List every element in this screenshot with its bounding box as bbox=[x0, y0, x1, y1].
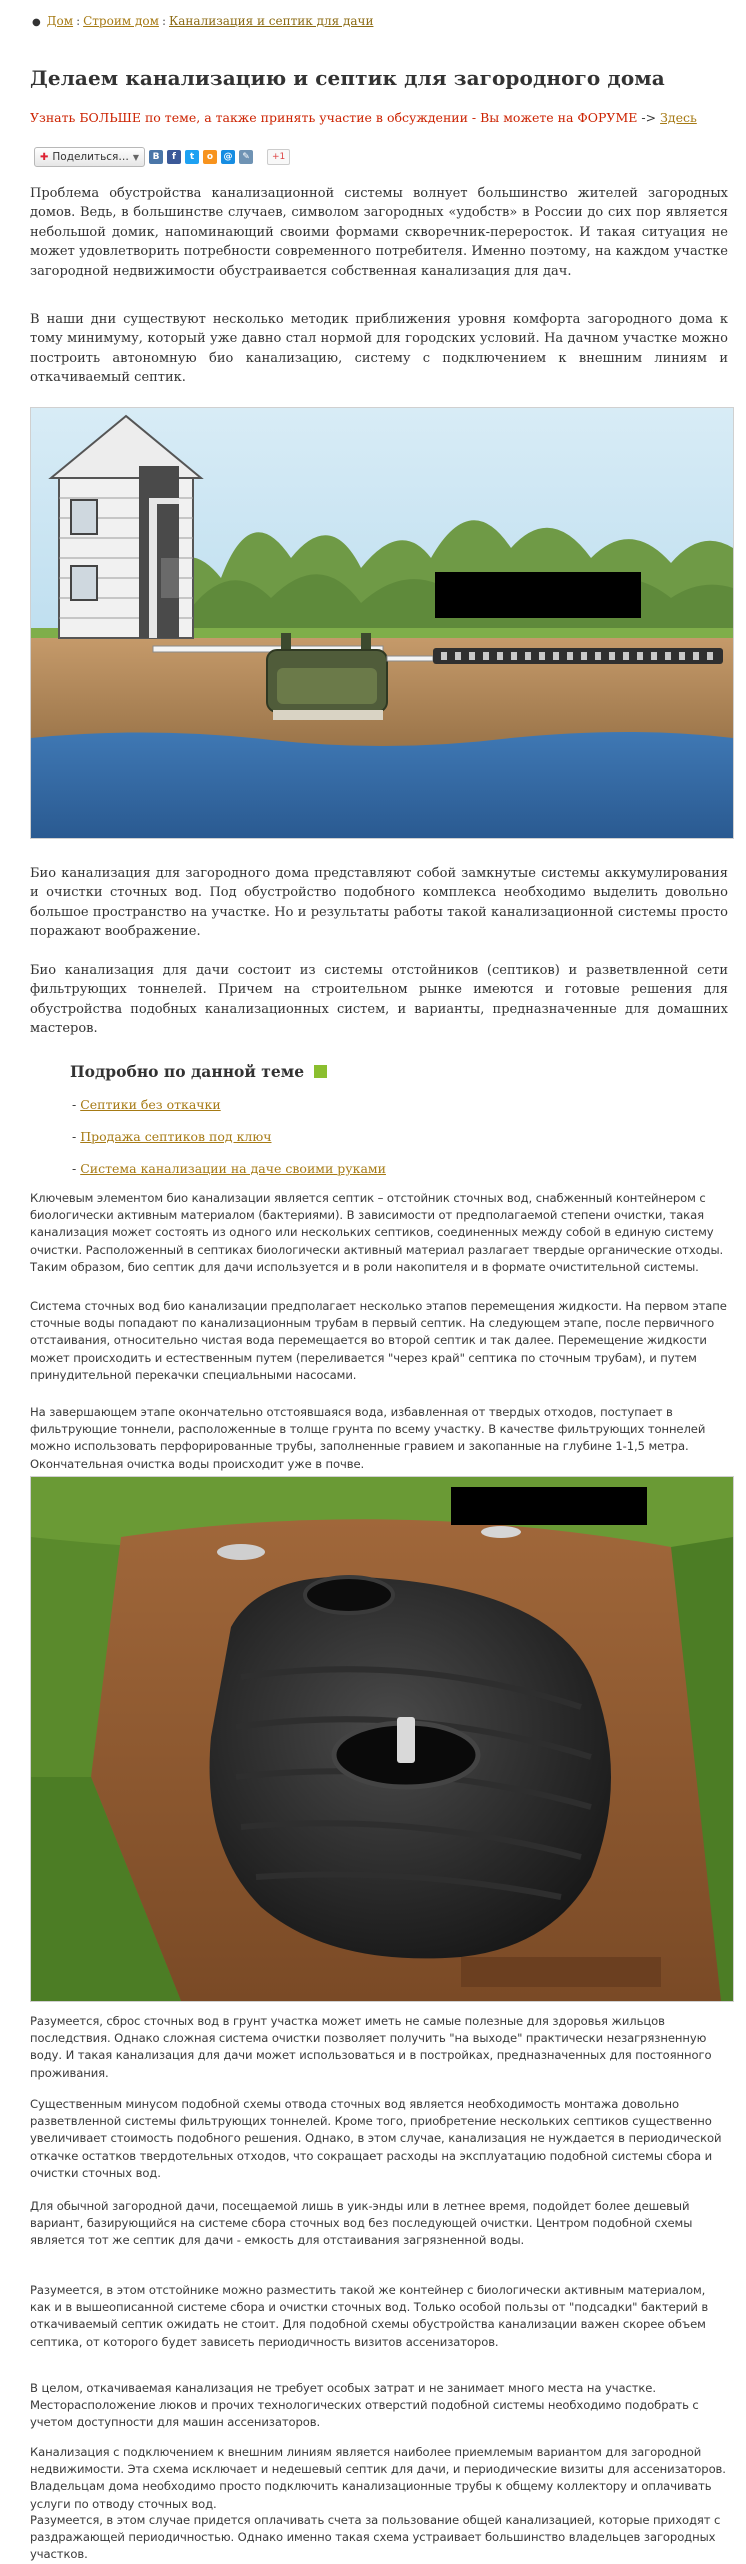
related-list-item bbox=[72, 1161, 386, 1176]
article-paragraph: Ключевым элементом био канализации является септик – отстойник сточных вод, снабженный контейнером с биологически активным материалом (бактериями). В зависимости от предполагаемой степени очистки, такая канализация может состоять из одного или нескольких септиков, соединенных между собой в единую систему очистки. Расположенный в септиках биологически активный материал разлагает твердые органические отходы. Таким образом, био септик для дачи используется и в роли накопителя и в формате очистительной системы. bbox=[30, 1191, 724, 1274]
share-button-label: Поделиться… bbox=[52, 151, 129, 163]
related-link[interactable]: Продажа септиков под ключ bbox=[80, 1129, 272, 1144]
related-link[interactable]: Септики без откачки bbox=[80, 1097, 221, 1112]
share-bar bbox=[34, 146, 290, 168]
article-paragraph: Разумеется, в этом случае придется оплачивать счета за пользование общей канализацией, которые приходят с раздражающей периодичностью. Однако именно такая схема устраивает большинство владельцев загородных участков. bbox=[30, 2513, 721, 2562]
septic-tank-photo bbox=[30, 1476, 734, 2002]
twitter-icon[interactable]: t bbox=[185, 150, 199, 164]
livejournal-icon[interactable]: ✎ bbox=[239, 150, 253, 164]
forum-notice-text: Узнать БОЛЬШЕ по теме, а также принять участие в обсуждении - Вы можете на ФОРУМЕ bbox=[30, 110, 638, 125]
related-link[interactable]: Система канализации на даче своими руками bbox=[80, 1161, 386, 1176]
article-paragraph: Био канализация для загородного дома представляют собой замкнутые системы аккумулирования и очистки сточных вод. Под обустройство подобного комплекса необходимо выделить довольно большое пространство на участке. Но и результаты работы такой канализационной системы просто поражают воображение. bbox=[30, 866, 728, 940]
septic-diagram-image bbox=[30, 407, 734, 839]
article-paragraph: Существенным минусом подобной схемы отвода сточных вод является необходимость монтажа довольно разветвленной системы фильтрующих тоннелей. Кроме того, приобретение нескольких септиков существенно увеличивает стоимость подобного решения. Однако, в этом случае, канализация не нуждается в периодической откачке остатков твердотельных отходов, что сокращает расходы на эксплуатацию подобной системы сбора и очистки сточных вод. bbox=[30, 2097, 722, 2180]
related-bullet: - bbox=[72, 1161, 77, 1176]
redaction-box bbox=[451, 1487, 647, 1525]
article-paragraph: На завершающем этапе окончательно отстоявшаяся вода, избавленная от твердых отходов, поступает в фильтрующие тоннели, расположенные в толще грунта по всему участку. В качестве фильтрующих тоннелей можно использовать перфорированные трубы, заполненные гравием и закопанные на глубине 1-1,5 метра. Окончательная очистка воды происходит уже в почве. bbox=[30, 1405, 706, 1471]
bullet-icon: ● bbox=[32, 17, 41, 28]
facebook-icon[interactable]: f bbox=[167, 150, 181, 164]
share-plus-icon: ✚ bbox=[40, 151, 49, 163]
article-paragraph: Система сточных вод био канализации предполагает несколько этапов перемещения жидкости. На первом этапе сточные воды попадают по канализационным трубам в первый септик. На следующем этапе, после первичного отстаивания, относительно чистая вода перемещается во второй септик и так далее. Перемещение жидкости может происходить и естественным путем (переливается "через край" септика по сточным трубам), и путем принудительной перекачки специальными насосами. bbox=[30, 1299, 727, 1382]
related-articles bbox=[70, 1062, 386, 1176]
article-paragraph: Разумеется, сброс сточных вод в грунт участка может иметь не самые полезные для здоровья жильцов последствия. Однако сложная система очистки позволяет получить "на выходе" практически незагрязненную воду. И такая канализация для дачи может использоваться и в постройках, предназначенных для постоянного проживания. bbox=[30, 2014, 712, 2080]
chevron-down-icon: ▼ bbox=[132, 152, 140, 162]
article-paragraph: Разумеется, в этом отстойнике можно разместить такой же контейнер с биологически активным материалом, как и в вышеописанной системе сбора и очистки сточных вод. Только особой пользы от "подсадки" бактерий в откачиваемый септик ожидать не стоит. Для подобной схемы обустройства канализации важен скорее объем септика, от которого будет зависеть периодичность визитов ассенизаторов. bbox=[30, 2283, 709, 2349]
forum-notice bbox=[30, 110, 697, 125]
septic-diagram-illustration bbox=[31, 408, 733, 838]
related-list-item bbox=[72, 1097, 221, 1112]
related-bullet: - bbox=[72, 1097, 77, 1112]
article-paragraph: Для обычной загородной дачи, посещаемой лишь в уик-энды или в летнее время, подойдет более дешевый вариант, базирующийся на системе сбора сточных вод без последующей очистки. Центром подобной схемы является тот же септик для дачи - емкость для отстаивания загрязненной воды. bbox=[30, 2199, 693, 2248]
breadcrumb bbox=[32, 14, 373, 28]
vk-icon[interactable]: В bbox=[149, 150, 163, 164]
redaction-box bbox=[435, 572, 641, 618]
article-paragraph: В целом, откачиваемая канализация не требует особых затрат и не занимает много места на участке. Месторасположение люков и прочих технологических отверстий подобной системы необходимо подобрать с учетом доступности для машин ассенизаторов. bbox=[30, 2381, 699, 2430]
article-paragraph: Био канализация для дачи состоит из системы отстойников (септиков) и разветвленной сети фильтрующих тоннелей. Причем на строительном рынке имеются и готовые решения для обустройства подобных канализационных систем, и варианты, предназначенные для домашних мастеров. bbox=[30, 963, 728, 1037]
article-paragraph: В наши дни существуют несколько методик приближения уровня комфорта загородного дома к тому минимуму, который уже давно стал нормой для городских условий. На дачном участке можно построить автономную био канализацию, систему с подключением к внешним линиям и откачиваемый септик. bbox=[30, 312, 728, 386]
related-heading bbox=[70, 1062, 327, 1081]
mailru-icon[interactable]: @ bbox=[221, 150, 235, 164]
page-title: Делаем канализацию и септик для загородного дома bbox=[30, 66, 665, 90]
share-button[interactable] bbox=[34, 147, 145, 167]
green-square-icon bbox=[314, 1065, 327, 1078]
article-paragraph: Проблема обустройства канализационной системы волнует большинство жителей загородных домов. Ведь, в большинстве случаев, символом загородных «удобств» в России до сих пор является небольшой домик, напоминающий своими формами скворечник-переросток. И такая ситуация не может удовлетворить потребности современного потребителя. Именно поэтому, на каждом участке загородной недвижимости обустраивается собственная канализация для дач. bbox=[30, 186, 728, 279]
odnoklassniki-icon[interactable]: о bbox=[203, 150, 217, 164]
related-list-item bbox=[72, 1129, 271, 1144]
forum-link[interactable]: Здесь bbox=[660, 110, 697, 125]
breadcrumb-separator: : bbox=[161, 14, 166, 28]
septic-tank-photo-illustration bbox=[31, 1477, 733, 2001]
breadcrumb-home-link[interactable]: Дом bbox=[46, 14, 74, 28]
breadcrumb-build-link[interactable]: Строим дом bbox=[83, 14, 159, 28]
breadcrumb-current-link[interactable]: Канализация и септик для дачи bbox=[168, 14, 374, 28]
google-plus-button[interactable]: +1 bbox=[267, 149, 290, 165]
breadcrumb-separator: : bbox=[76, 14, 81, 28]
related-heading-text: Подробно по данной теме bbox=[70, 1062, 305, 1081]
related-bullet: - bbox=[72, 1129, 77, 1144]
forum-arrow: -> bbox=[641, 110, 657, 125]
article-paragraph: Канализация с подключением к внешним линиям является наиболее приемлемым вариантом для загородной недвижимости. Эта схема исключает и недешевый септик для дачи, и периодические визиты для ассенизаторов. Владельцам дома необходимо просто подключить канализационные трубы к общему коллектору и оплачивать услуги по отводу сточных вод. bbox=[30, 2445, 726, 2511]
